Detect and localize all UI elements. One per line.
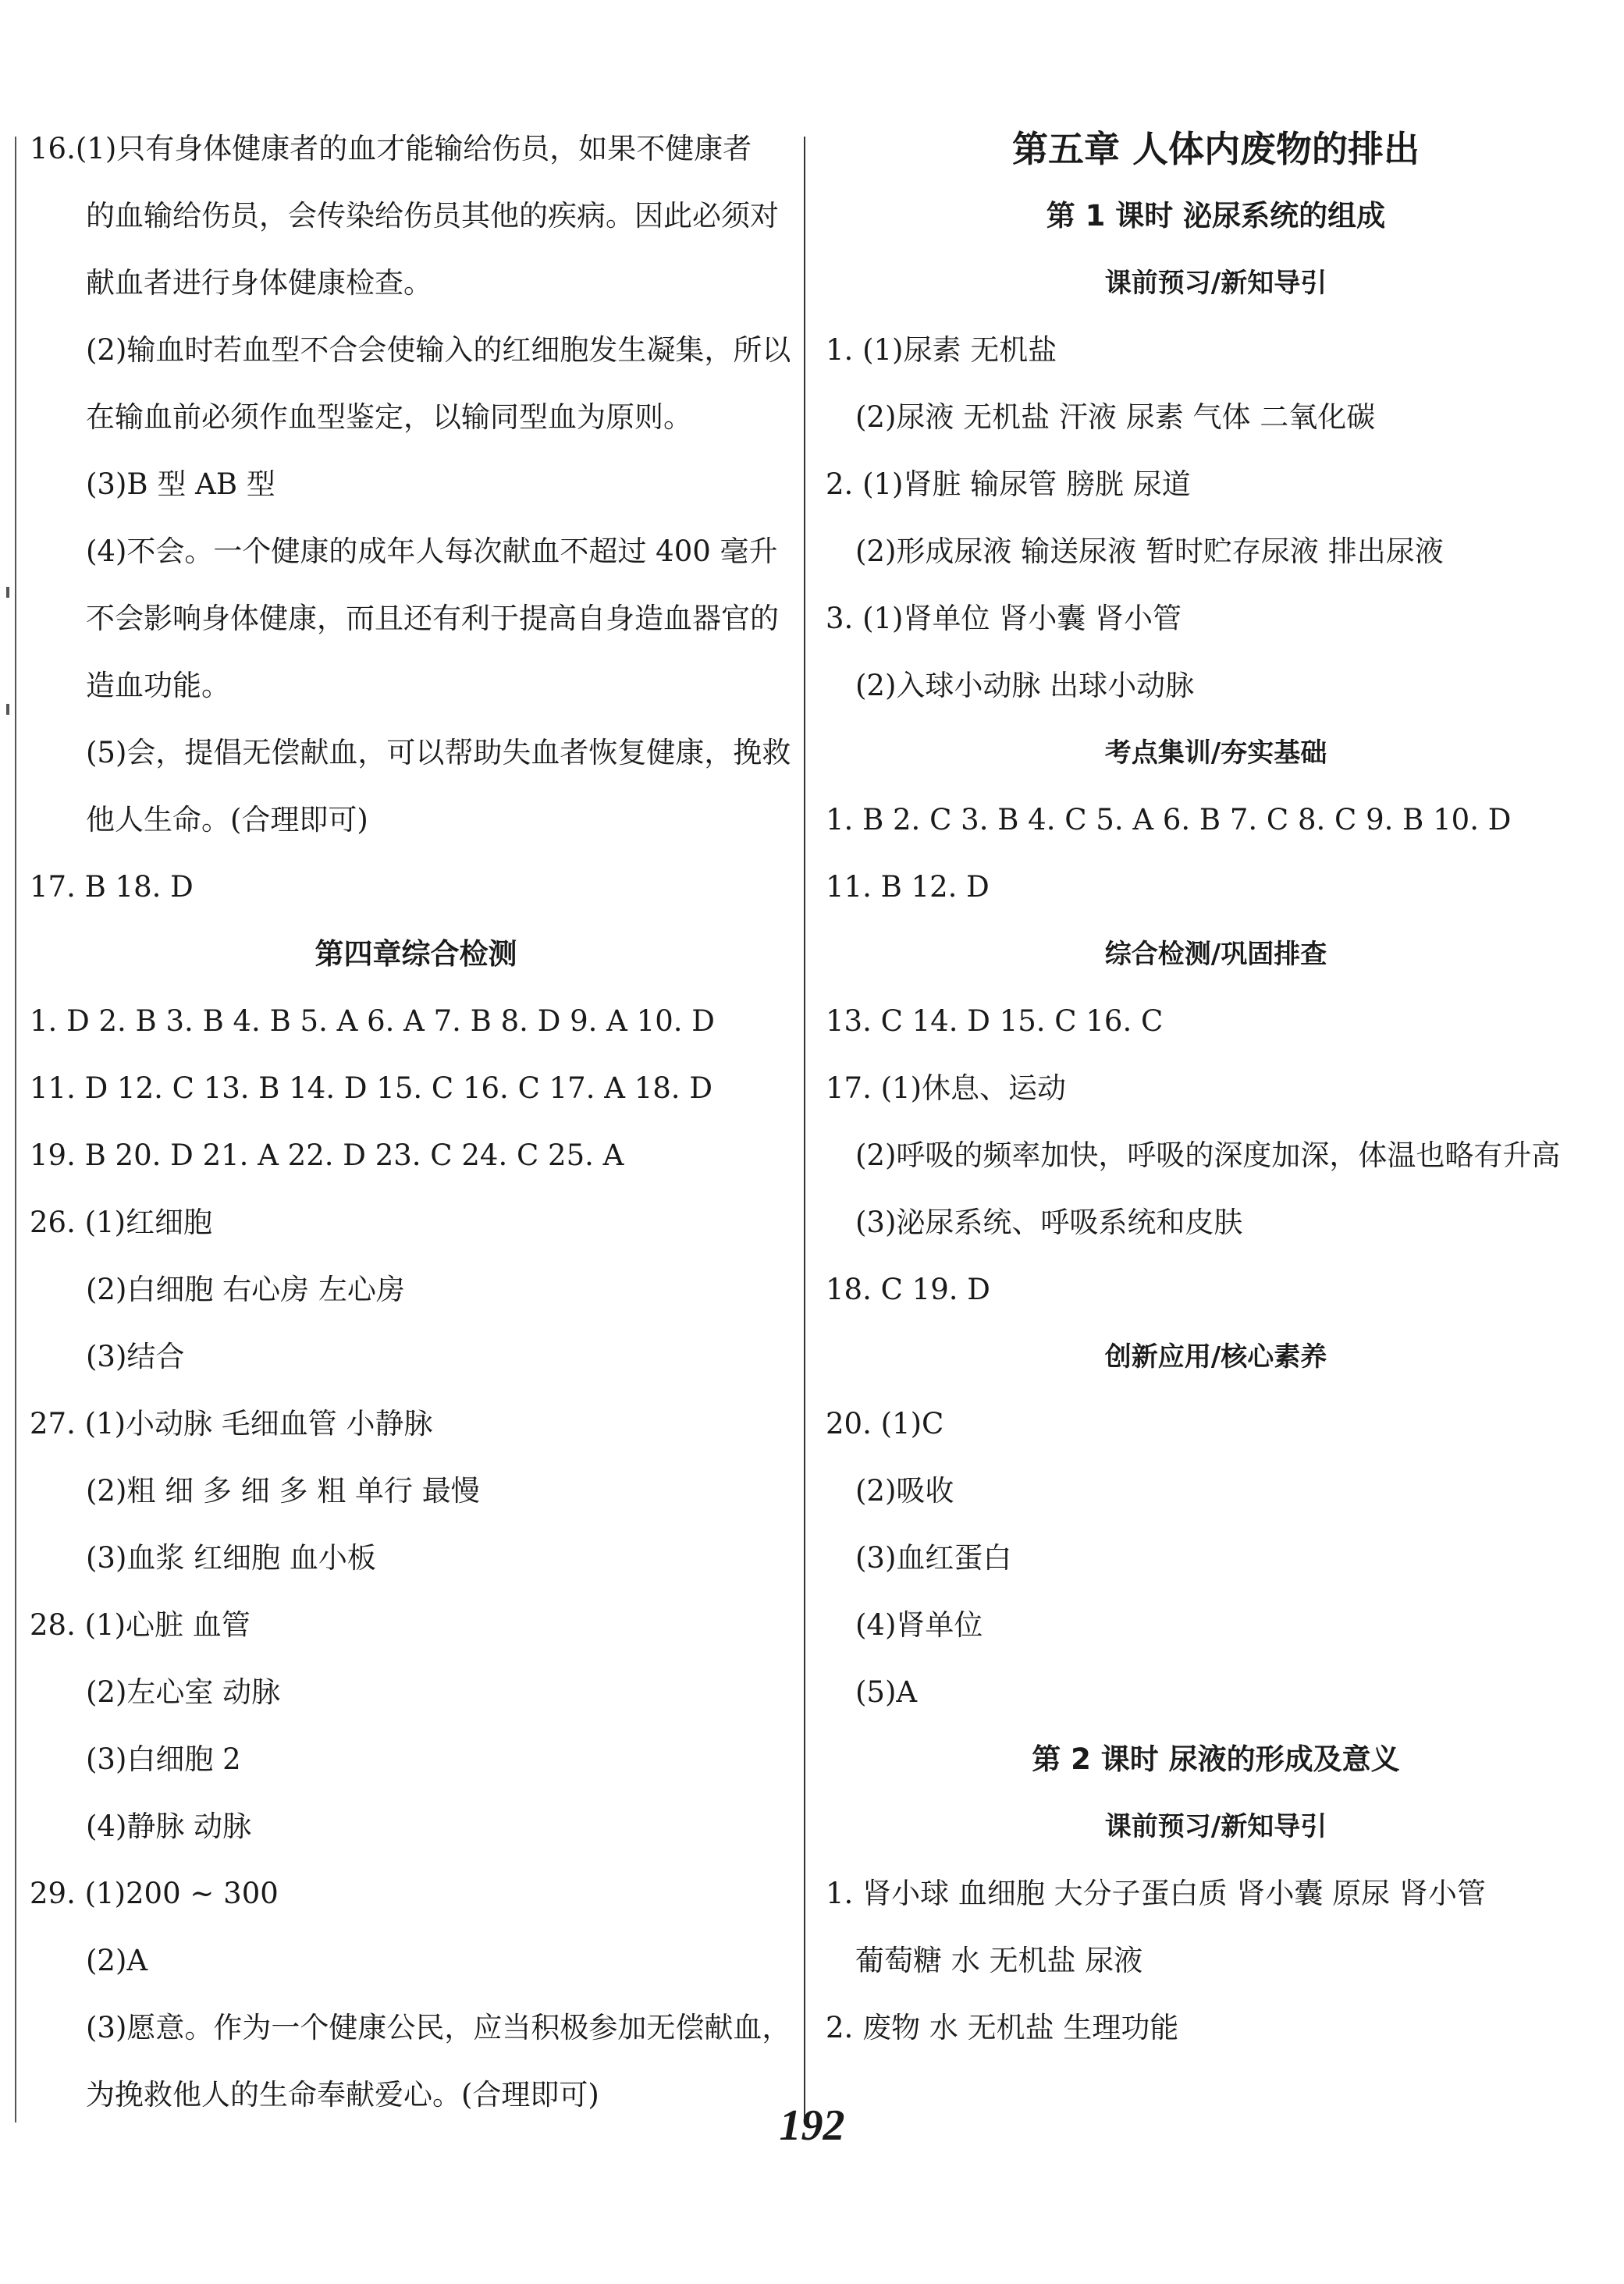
section-heading: 第 1 课时 泌尿系统的组成 <box>1046 199 1386 233</box>
section-heading: 创新应用/核心素养 <box>1104 1341 1327 1373</box>
answer-line: 造血功能。 <box>86 669 230 702</box>
answer-line: 1. 肾小球 血细胞 大分子蛋白质 肾小囊 原尿 肾小管 <box>826 1877 1486 1910</box>
answer-line: (3)血浆 红细胞 血小板 <box>86 1541 376 1575</box>
answer-line: 3. (1)肾单位 肾小囊 肾小管 <box>826 602 1182 635</box>
answer-line: 20. (1)C <box>826 1407 944 1440</box>
answer-line: 的血输给伤员，会传染给伤员其他的疾病。因此必须对 <box>86 199 779 233</box>
answer-line: (2)形成尿液 输送尿液 暂时贮存尿液 排出尿液 <box>855 535 1444 568</box>
answer-line: (5)A <box>855 1675 918 1709</box>
answer-line: 13. C 14. D 15. C 16. C <box>826 1004 1164 1038</box>
page-number: 192 <box>779 2101 845 2150</box>
answer-line: 为挽救他人的生命奉献爱心。(合理即可) <box>86 2078 599 2112</box>
answer-line: (2)吸收 <box>855 1474 954 1508</box>
answer-line: 2. 废物 水 无机盐 生理功能 <box>826 2011 1179 2044</box>
answer-line: (4)不会。一个健康的成年人每次献血不超过 400 毫升 <box>86 535 778 568</box>
left-margin-rule <box>15 137 16 2122</box>
answer-line: 18. C 19. D <box>826 1273 990 1306</box>
answer-line: 1. (1)尿素 无机盐 <box>826 333 1057 367</box>
answer-line: (3)血红蛋白 <box>855 1541 1012 1575</box>
section-heading: 课前预习/新知导引 <box>1104 268 1327 299</box>
answer-line: (2)白细胞 右心房 左心房 <box>86 1273 405 1306</box>
answer-line: 11. D 12. C 13. B 14. D 15. C 16. C 17. A 18. D <box>30 1071 712 1105</box>
answer-line: 11. B 12. D <box>826 870 990 904</box>
answer-line: (4)静脉 动脉 <box>86 1810 252 1843</box>
answer-line: 他人生命。(合理即可) <box>86 803 368 837</box>
section-heading: 考点集训/夯实基础 <box>1104 737 1327 769</box>
right-column <box>826 115 1606 2062</box>
answer-line: 葡萄糖 水 无机盐 尿液 <box>855 1944 1143 1977</box>
answer-line: 27. (1)小动脉 毛细血管 小静脉 <box>30 1407 433 1440</box>
answer-line: (2)入球小动脉 出球小动脉 <box>855 669 1195 702</box>
margin-mark <box>6 587 9 598</box>
answer-line: (3)结合 <box>86 1340 185 1373</box>
answer-line: 17. (1)休息、运动 <box>826 1071 1067 1105</box>
answer-line: 1. D 2. B 3. B 4. B 5. A 6. A 7. B 8. D 9. A 10. D <box>30 1004 715 1038</box>
answer-line: 19. B 20. D 21. A 22. D 23. C 24. C 25. A <box>30 1138 624 1172</box>
answer-line: (3)B 型 AB 型 <box>86 467 275 501</box>
answer-line: 不会影响身体健康，而且还有利于提高自身造血器官的 <box>86 602 779 635</box>
left-column <box>30 115 802 2129</box>
answer-line: (2)A <box>86 1944 148 1977</box>
section-heading: 第 2 课时 尿液的形成及意义 <box>1032 1742 1400 1776</box>
answer-line: 1. B 2. C 3. B 4. C 5. A 6. B 7. C 8. C 9. B 10. D <box>826 803 1512 837</box>
section-heading: 第五章 人体内废物的排出 <box>1011 128 1420 170</box>
answer-line: (3)愿意。作为一个健康公民，应当积极参加无偿献血， <box>86 2011 791 2044</box>
section-heading: 综合检测/巩固排查 <box>1104 939 1327 970</box>
section-heading: 课前预习/新知导引 <box>1104 1811 1327 1842</box>
answer-line: (5)会，提倡无偿献血，可以帮助失血者恢复健康，挽救 <box>86 736 791 769</box>
answer-line: 28. (1)心脏 血管 <box>30 1608 251 1642</box>
answer-line: (2)输血时若血型不合会使输入的红细胞发生凝集，所以 <box>86 333 791 367</box>
answer-line: (2)尿液 无机盐 汗液 尿素 气体 二氧化碳 <box>855 400 1376 434</box>
answer-line: (2)呼吸的频率加快，呼吸的深度加深，体温也略有升高 <box>855 1138 1561 1172</box>
answer-line: 16.(1)只有身体健康者的血才能输给伤员，如果不健康者 <box>30 132 752 165</box>
answer-line: 26. (1)红细胞 <box>30 1206 213 1239</box>
answer-line: (2)左心室 动脉 <box>86 1675 281 1709</box>
answer-line: (4)肾单位 <box>855 1608 983 1642</box>
column-divider <box>804 137 805 2122</box>
answer-line: (2)粗 细 多 细 多 粗 单行 最慢 <box>86 1474 480 1508</box>
margin-mark <box>6 704 9 715</box>
answer-line: 献血者进行身体健康检查。 <box>86 266 432 300</box>
section-heading: 第四章综合检测 <box>314 937 517 971</box>
answer-line: 17. B 18. D <box>30 870 194 904</box>
answer-line: (3)泌尿系统、呼吸系统和皮肤 <box>855 1206 1243 1239</box>
answer-line: 2. (1)肾脏 输尿管 膀胱 尿道 <box>826 467 1191 501</box>
answer-line: (3)白细胞 2 <box>86 1742 241 1776</box>
answer-line: 在输血前必须作血型鉴定，以输同型血为原则。 <box>86 400 692 434</box>
answer-line: 29. (1)200 ~ 300 <box>30 1877 279 1910</box>
